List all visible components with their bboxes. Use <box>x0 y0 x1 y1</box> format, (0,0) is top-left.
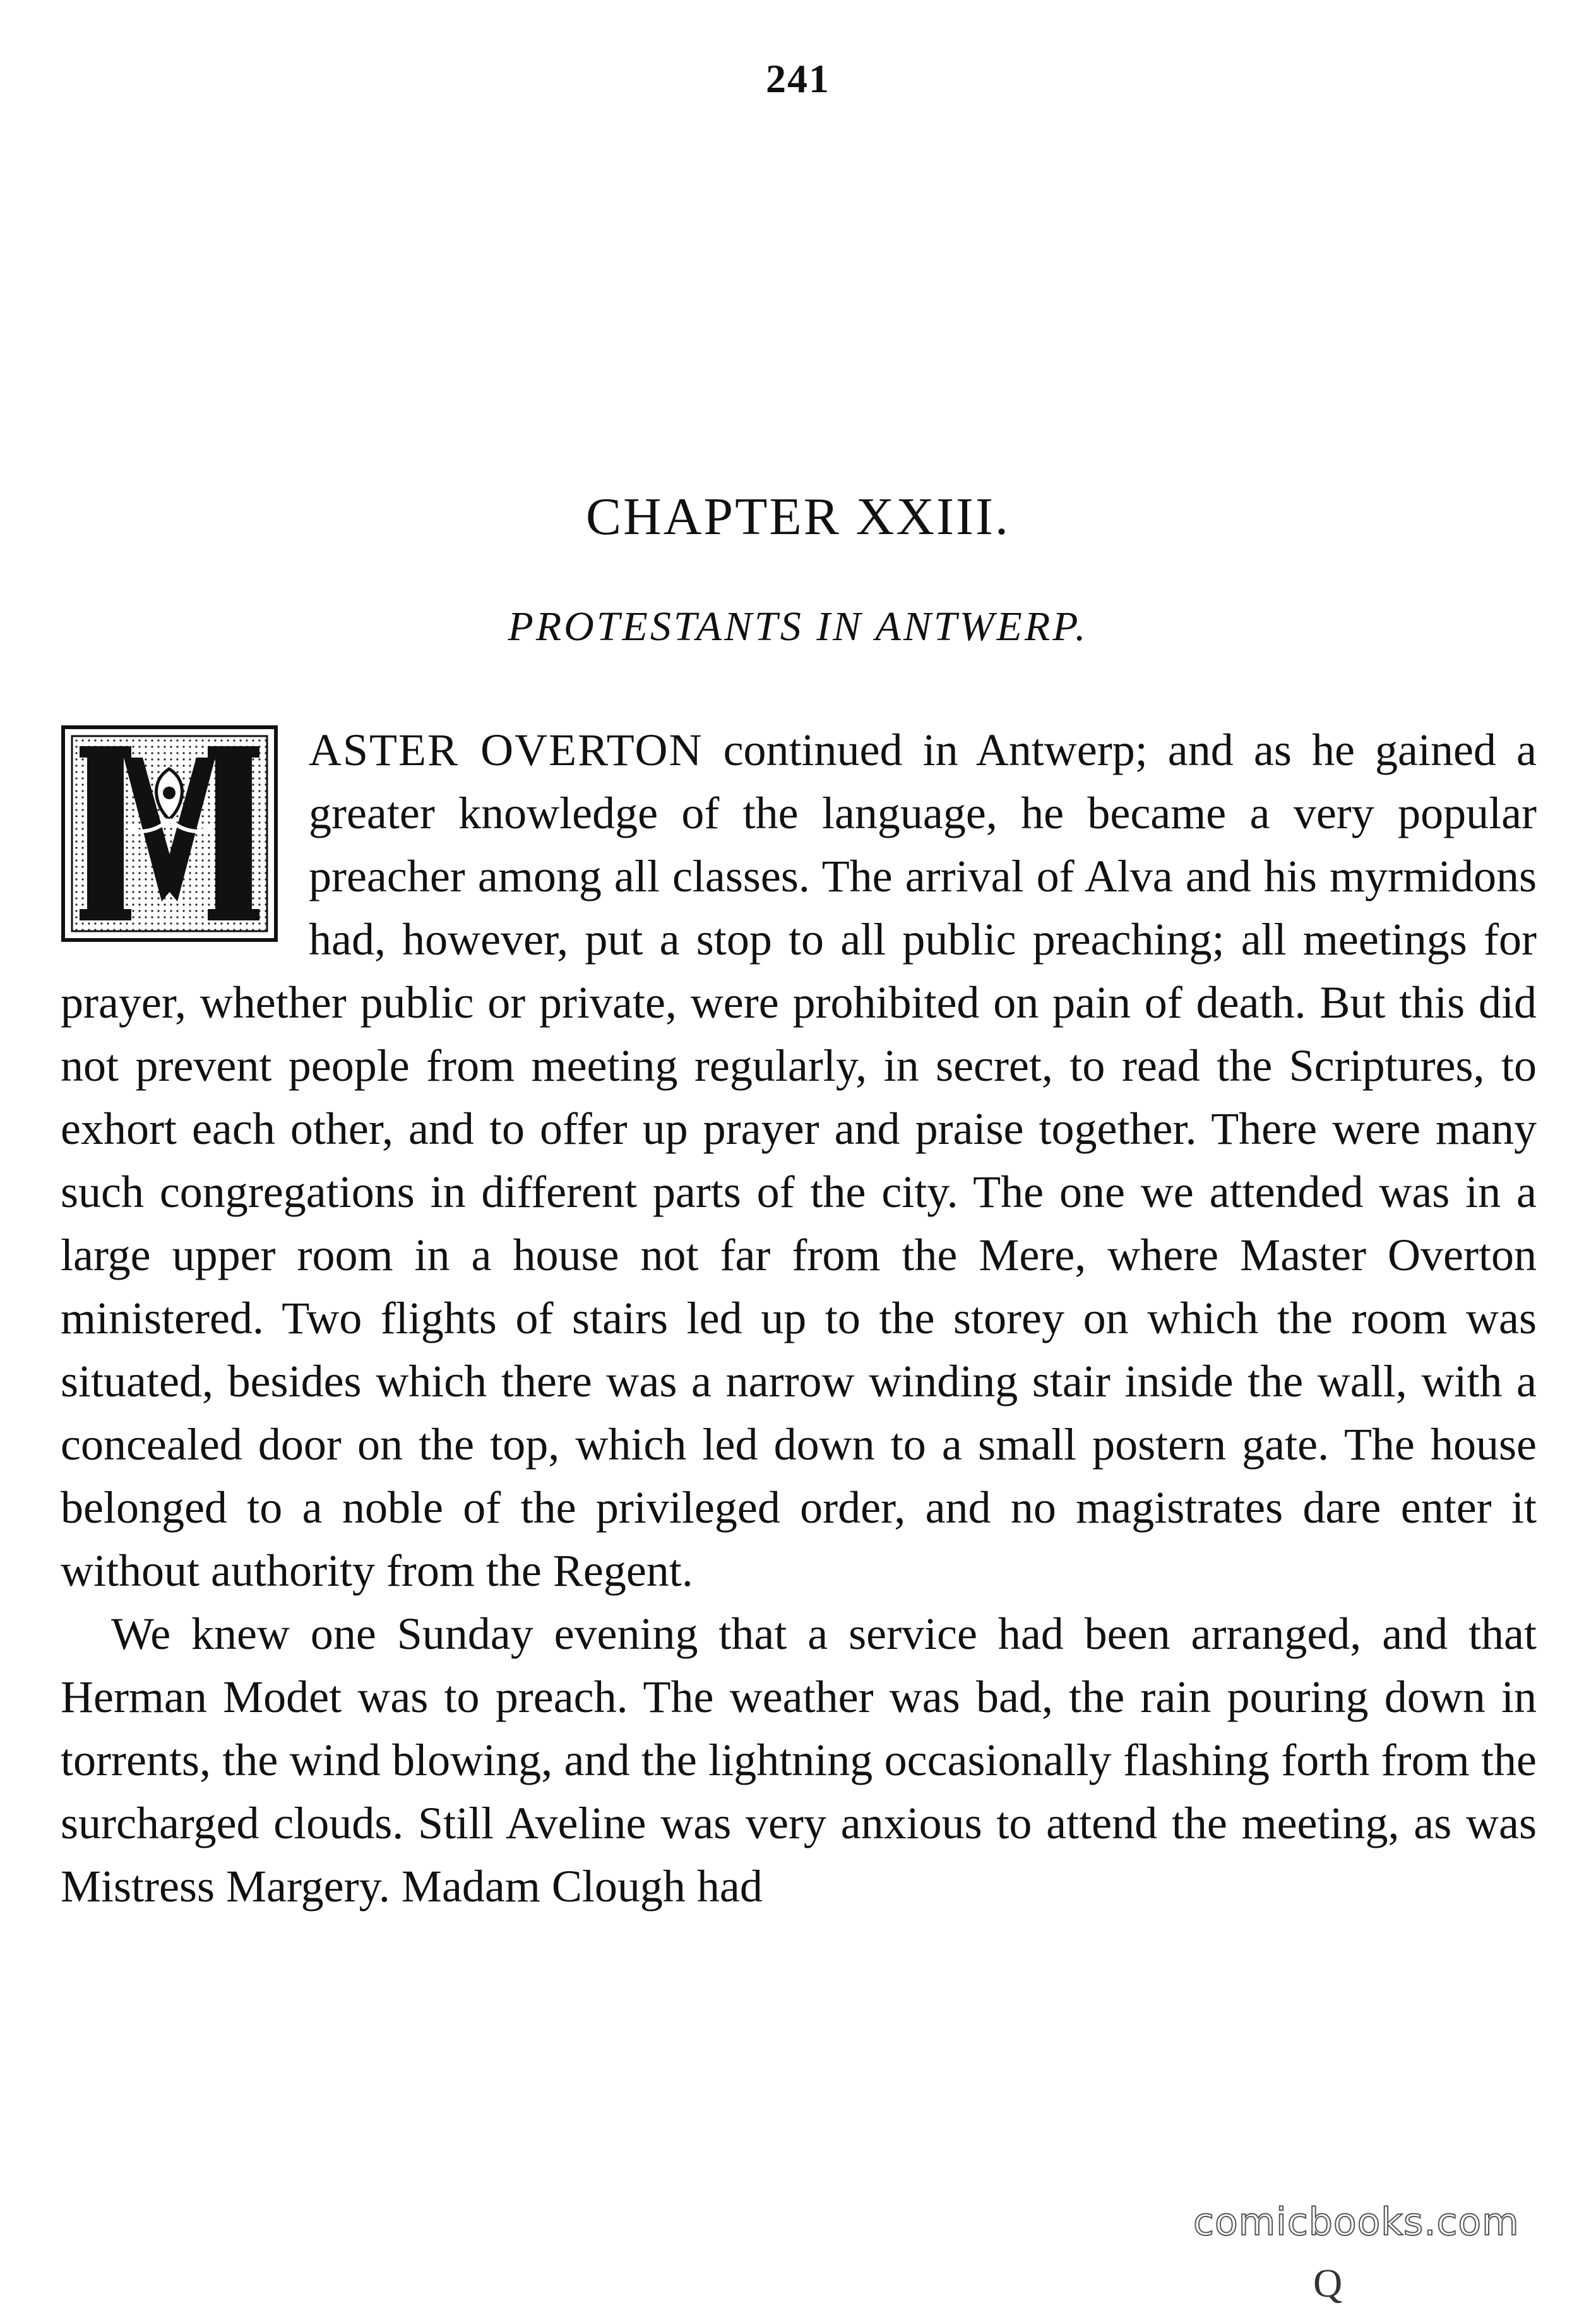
lead-in-smallcaps: ASTER OVERTON <box>309 725 703 775</box>
signature-mark: Q <box>1313 2261 1343 2305</box>
body-text <box>61 718 1537 1918</box>
chapter-title: CHAPTER XXIII. <box>586 487 1010 546</box>
paragraph-1-text: continued in Antwerp; and as he gained a greater knowledge of the language, he became a very popular preacher among all classes. The arrival of Alva and his myrmidons had, however, put a stop to all public preaching; all meetings for prayer, whether public or private, were prohibited on pain of death. But this did not prevent people from meeting regularly, in secret, to read the Scriptures, to exhort each other, and to offer up prayer and praise together. There were many such congregations in different parts of the city. The one we attended was in a large upper room in a house not far from the Mere, where Master Overton ministered. Two flights of stairs led up to the storey on which the room was situated, besides which there was a narrow winding stair inside the wall, with a concealed door on the top, which led down to a small postern gate. The house belonged to a noble of the privileged order, and no magistrates dare enter it without authority from the Regent. <box>61 725 1537 1596</box>
dropcap-ornament <box>61 725 278 943</box>
watermark: comicbooks.com <box>1193 2200 1520 2244</box>
page-number: 241 <box>766 56 830 101</box>
paragraph-1 <box>61 718 1537 1602</box>
paragraph-2: We knew one Sunday evening that a service had been arranged, and that Herman Modet was to preach. The weather was bad, the rain pouring down in torrents, the wind blowing, and the lightning occasionally flashing forth from the surcharged clouds. Still Aveline was very anxious to attend the meeting, as was Mistress Margery. Madam Clough had <box>61 1609 1537 1912</box>
chapter-subtitle: PROTESTANTS IN ANTWERP. <box>508 604 1088 650</box>
